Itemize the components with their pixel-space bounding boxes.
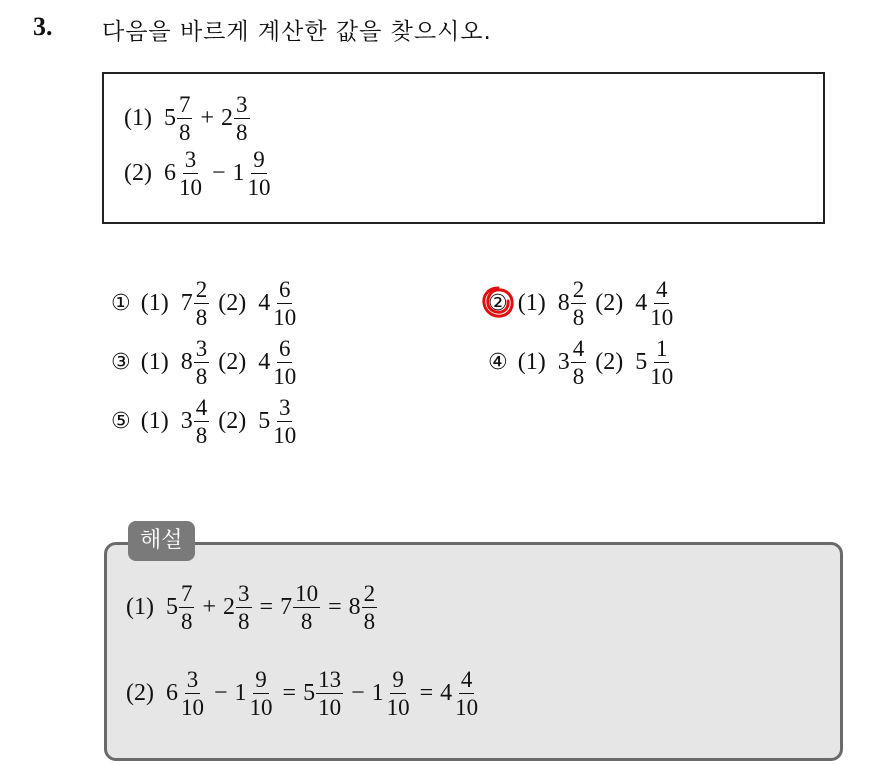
choice-4-mark: ④: [488, 350, 508, 375]
fraction: $\frac{3}{10}$: [180, 667, 204, 720]
fraction: $\frac{3}{10}$: [178, 147, 202, 200]
mixed-whole: 6: [163, 160, 176, 186]
solution-line-2: (2) 6 $\frac{3}{10}$ − 1 $\frac{9}{10}$ = 5 $\frac{13}{10}$ − 1 $\frac{9}{10}$ = 4 $\frac{4}{10}$: [126, 667, 479, 720]
fraction: $\frac{4}{10}$: [455, 667, 479, 720]
fraction: $\frac{7}{8}$: [178, 92, 191, 145]
solution-tag: 해설: [128, 521, 195, 561]
choice-2-mark: ②: [488, 291, 508, 316]
fraction: $\frac{9}{10}$: [249, 667, 273, 720]
fraction: $\frac{4}{10}$: [650, 277, 674, 330]
fraction: $\frac{1}{10}$: [650, 336, 674, 389]
operator: +: [200, 105, 215, 131]
fraction: $\frac{2}{8}$: [363, 581, 376, 634]
fraction: $\frac{4}{8}$: [195, 395, 208, 448]
mixed-whole: 5: [163, 105, 176, 131]
fraction: $\frac{2}{8}$: [572, 277, 585, 330]
answer-circle-mark: [479, 283, 517, 321]
fraction: $\frac{2}{8}$: [195, 277, 208, 330]
red-circle-stroke: [484, 288, 512, 316]
fraction: $\frac{9}{10}$: [386, 667, 410, 720]
mixed-whole: 2: [221, 105, 234, 131]
question-text: 다음을 바르게 계산한 값을 찾으시오.: [102, 19, 492, 45]
operator: −: [211, 160, 226, 186]
problem-1-label: (1): [124, 105, 152, 131]
fraction: $\frac{6}{10}$: [273, 336, 297, 389]
mixed-whole: 1: [232, 160, 245, 186]
choice-1[interactable]: ① (1) 7 $\frac{2}{8}$ (2) 4 $\frac{6}{10}$: [111, 277, 297, 330]
solution-line-1: (1) 5 $\frac{7}{8}$ + 2 $\frac{3}{8}$ = 7 $\frac{10}{8}$ = 8 $\frac{2}{8}$: [126, 581, 376, 634]
fraction: $\frac{3}{8}$: [195, 336, 208, 389]
fraction: $\frac{3}{10}$: [273, 395, 297, 448]
choice-1-mark: ①: [111, 291, 131, 316]
fraction: $\frac{3}{8}$: [238, 581, 250, 634]
fraction: $\frac{6}{10}$: [273, 277, 297, 330]
problem-2: [124, 148, 274, 199]
fraction: $\frac{13}{10}$: [318, 667, 342, 720]
choice-3[interactable]: ③ (1) 8 $\frac{3}{8}$ (2) 4 $\frac{6}{10}$: [111, 336, 297, 389]
problem-2-label: (2): [124, 160, 152, 186]
fraction: $\frac{9}{10}$: [247, 147, 271, 200]
fraction: $\frac{3}{8}$: [236, 92, 248, 145]
choice-2[interactable]: ② (1) 8 $\frac{2}{8}$ (2) 4 $\frac{4}{10}$: [488, 277, 674, 330]
fraction: $\frac{4}{8}$: [572, 336, 585, 389]
choice-4[interactable]: ④ (1) 3 $\frac{4}{8}$ (2) 5 $\frac{1}{10}$: [488, 336, 674, 389]
choice-5-mark: ⑤: [111, 409, 131, 434]
question-number: 3.: [33, 12, 53, 41]
problem-1: [124, 93, 251, 144]
fraction: $\frac{7}{8}$: [180, 581, 193, 634]
choice-5[interactable]: ⑤ (1) 3 $\frac{4}{8}$ (2) 5 $\frac{3}{10}$: [111, 395, 297, 448]
fraction: $\frac{10}{8}$: [295, 581, 319, 634]
solution-box: [104, 542, 843, 761]
choice-3-mark: ③: [111, 350, 131, 375]
